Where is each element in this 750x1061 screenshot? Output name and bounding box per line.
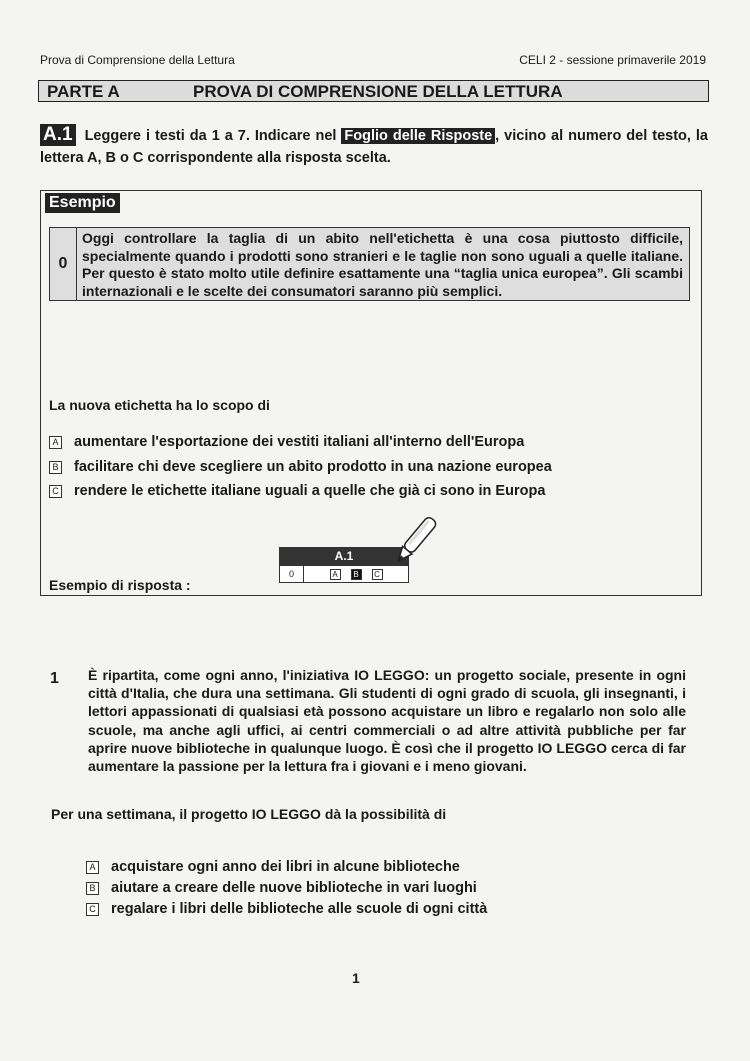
option-letter-box: B — [49, 461, 62, 474]
esempio-option-b[interactable] — [49, 459, 552, 475]
option-text: acquistare ogni anno dei libri in alcune biblioteche — [111, 859, 460, 875]
option-letter-box: A — [86, 861, 99, 874]
option-text: aumentare l'esportazione dei vestiti italiani all'interno dell'Europa — [74, 434, 525, 450]
option-text: aiutare a creare delle nuove biblioteche in vari luoghi — [111, 880, 477, 896]
esempio-number: 0 — [50, 228, 77, 300]
option-letter-box: C — [49, 485, 62, 498]
instructions-part1: Leggere i testi da 1 a 7. Indicare nel — [79, 128, 342, 144]
option-letter-box: B — [86, 882, 99, 895]
text-1-option-a[interactable] — [86, 859, 460, 875]
header-right: CELI 2 - sessione primaverile 2019 — [519, 53, 706, 67]
option-text: regalare i libri delle biblioteche alle scuole di ogni città — [111, 901, 488, 917]
esempio-box — [40, 190, 702, 596]
esempio-option-c[interactable] — [49, 483, 545, 499]
page-number: 1 — [352, 970, 360, 986]
esempio-option-a[interactable] — [49, 434, 524, 450]
section-badge: A.1 — [40, 124, 76, 146]
header-left: Prova di Comprensione della Lettura — [40, 53, 235, 67]
text-1-body: È ripartita, come ogni anno, l'iniziativa IO LEGGO: un progetto sociale, presente in ogni città d'Italia, che dura una settimana. Gli studenti di ogni grado di scuola, gli insegnanti, i lettori appassionati di qualsiasi età possono acquistare un libro e regalarlo non solo alle scuole, ma anche agli uffici, ai centri commerciali o ad altre attività pubbliche per far aprire nuove biblioteche in qualunque luogo. È così che il progetto IO LEGGO cerca di far aumentare la passione per la lettura fra i giovani e i meno giovani. — [88, 667, 686, 775]
answer-row-number: 0 — [280, 566, 304, 582]
esempio-tag: Esempio — [45, 193, 120, 213]
text-1-question: Per una settimana, il progetto IO LEGGO dà la possibilità di — [51, 806, 447, 822]
text-1-option-b[interactable] — [86, 880, 477, 896]
risposta-label: Esempio di risposta : — [49, 577, 191, 593]
answer-grid-header: A.1 — [279, 547, 409, 565]
option-text: facilitare chi deve scegliere un abito prodotto in una nazione europea — [74, 459, 552, 475]
answer-box-a[interactable]: A — [330, 569, 341, 580]
parte-title: PROVA DI COMPRENSIONE DELLA LETTURA — [193, 82, 563, 101]
parte-bar — [38, 80, 709, 102]
instructions — [40, 124, 708, 169]
instructions-part2: , vicino al numero del testo, la lettera A, B o C corrispondente alla risposta scelta. — [40, 128, 708, 166]
parte-label: PARTE A — [47, 82, 120, 101]
option-letter-box: C — [86, 903, 99, 916]
esempio-text-box — [49, 227, 690, 301]
pen-icon — [385, 511, 445, 571]
text-1-number: 1 — [50, 670, 59, 687]
option-letter-box: A — [49, 436, 62, 449]
esempio-question: La nuova etichetta ha lo scopo di — [49, 397, 270, 413]
foglio-risposte-highlight: Foglio delle Risposte — [341, 128, 495, 144]
option-text: rendere le etichette italiane uguali a quelle che già ci sono in Europa — [74, 483, 546, 499]
answer-box-b-selected[interactable]: B — [351, 569, 362, 580]
esempio-text: Oggi controllare la taglia di un abito nell'etichetta è una cosa piuttosto difficile, specialmente quando i prodotti sono stranieri e le taglie non sono uguali a quelle italiane. Per questo è stato molto utile definire esattamente una “taglia unica europea”. Gli scambi internazionali e le scelte dei consumatori saranno più semplici. — [82, 230, 683, 299]
answer-box-c[interactable]: C — [372, 569, 383, 580]
text-1-option-c[interactable] — [86, 901, 487, 917]
